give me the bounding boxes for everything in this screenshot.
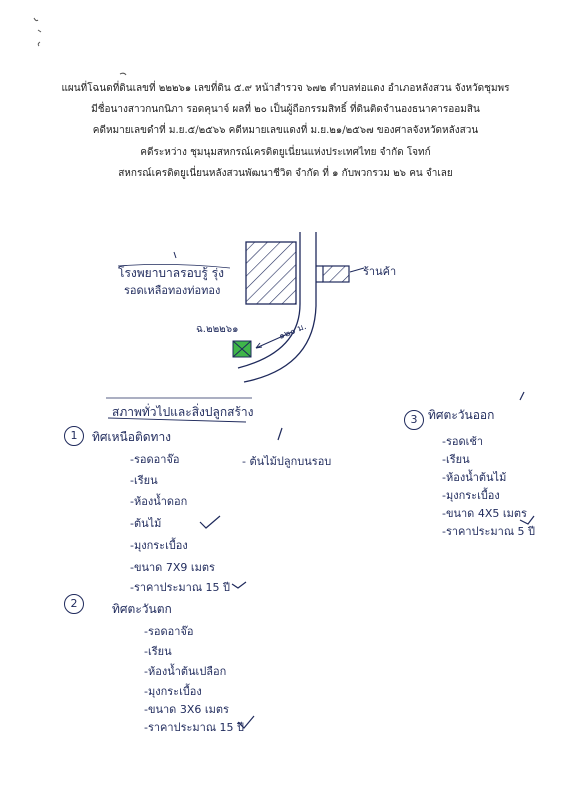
section-1-note: - ต้นไม้ปลูกบนรอบ [242, 455, 332, 468]
list-item: -ราคาประมาณ 15 ปี [144, 721, 244, 734]
check-mark [200, 516, 220, 528]
list-item: -มุงกระเบื้อง [130, 539, 188, 552]
list-item: -ขนาด 4X5 เมตร [442, 507, 527, 520]
list-item: -ขนาด 3X6 เมตร [144, 703, 229, 716]
section-number-1: 1 [64, 426, 84, 446]
list-item: -เรียน [130, 474, 158, 487]
list-item: -เรียน [144, 645, 172, 658]
check-mark [520, 392, 524, 400]
check-mark [232, 582, 246, 588]
section-2-title: ทิศตะวันตก [112, 602, 172, 616]
section-1-title: ทิศเหนือติดทาง [92, 430, 172, 444]
list-item: -รอดอาจ๊อ [144, 625, 194, 638]
list-item: -มุงกระเบื้อง [144, 685, 202, 698]
list-item: -เรียน [442, 453, 470, 466]
list-item: -รอดอาจ๊อ [130, 453, 180, 466]
list-item: -ขนาด 7X9 เมตร [130, 561, 215, 574]
list-item: -ห้องน้ำต้นเปลือก [144, 665, 227, 678]
header-line-4: คดีระหว่าง ชุมนุมสหกรณ์เครดิตยูเนี่ยนแห่งประเทศไทย จำกัด โจทก์ [140, 147, 431, 158]
map-left-label: โรงพยาบาลรอบรู้ รุ่ง [118, 266, 224, 280]
hatched-shop [323, 266, 349, 282]
section-3-title: ทิศตะวันออก [428, 408, 495, 422]
list-item: -ต้นไม้ [130, 517, 162, 530]
hatched-building [246, 242, 296, 304]
list-item: -ราคาประมาณ 15 ปี [130, 581, 230, 594]
section-number-3: 3 [404, 410, 424, 430]
header-line-2: มีชื่อนางสาวกนกนิภา รอดคุนาจ์ ผลที่ ๒๐ เป็นผู้ถือกรรมสิทธิ์ ที่ดินติดจำนองธนาคารออมสิน [91, 104, 480, 115]
map-left-label-2: รอดเหลือทองท่อทอง [124, 284, 221, 297]
parcel-label: ฉ.๒๒๒๖๑ [196, 324, 239, 335]
list-item: -ห้องน้ำดอก [130, 495, 188, 508]
section-number-2: 2 [64, 594, 84, 614]
right-arrow [350, 268, 364, 272]
list-item: -ห้องน้ำต้นไม้ [442, 471, 507, 484]
header-line-1: แผนที่โฉนดที่ดินเลขที่ ๒๒๒๖๑ เลขที่ดิน ๕.๙ หน้าสำรวจ ๖๗๒ ตำบลท่อแดง อำเภอหลังสวน จังหวัดชุมพร [61, 83, 510, 94]
distance-label: ๑๒๐ ม. [277, 321, 308, 342]
header-line-5: สหกรณ์เครดิตยูเนี่ยนหลังสวนพัฒนาชีวิต จำกัด ที่ ๑ กับพวกรวม ๒๖ คน จำเลย [118, 168, 453, 179]
list-item: -มุงกระเบื้อง [442, 489, 500, 502]
check-mark [278, 428, 282, 440]
corner-marks [34, 18, 126, 75]
header-line-3: คดีหมายเลขดำที่ ม.ย.๕/๒๕๖๖ คดีหมายเลขแดงที่ ม.ย.๒๑/๒๕๖๗ ของศาลจังหวัดหลังสวน [92, 125, 479, 136]
section-title: สภาพทั่วไปและสิ่งปลูกสร้าง [112, 405, 254, 419]
list-item: -รอดเช้า [442, 435, 484, 448]
map-right-label: ร้านค้า [363, 265, 397, 278]
list-item: -ราคาประมาณ 5 ปี [442, 525, 535, 538]
